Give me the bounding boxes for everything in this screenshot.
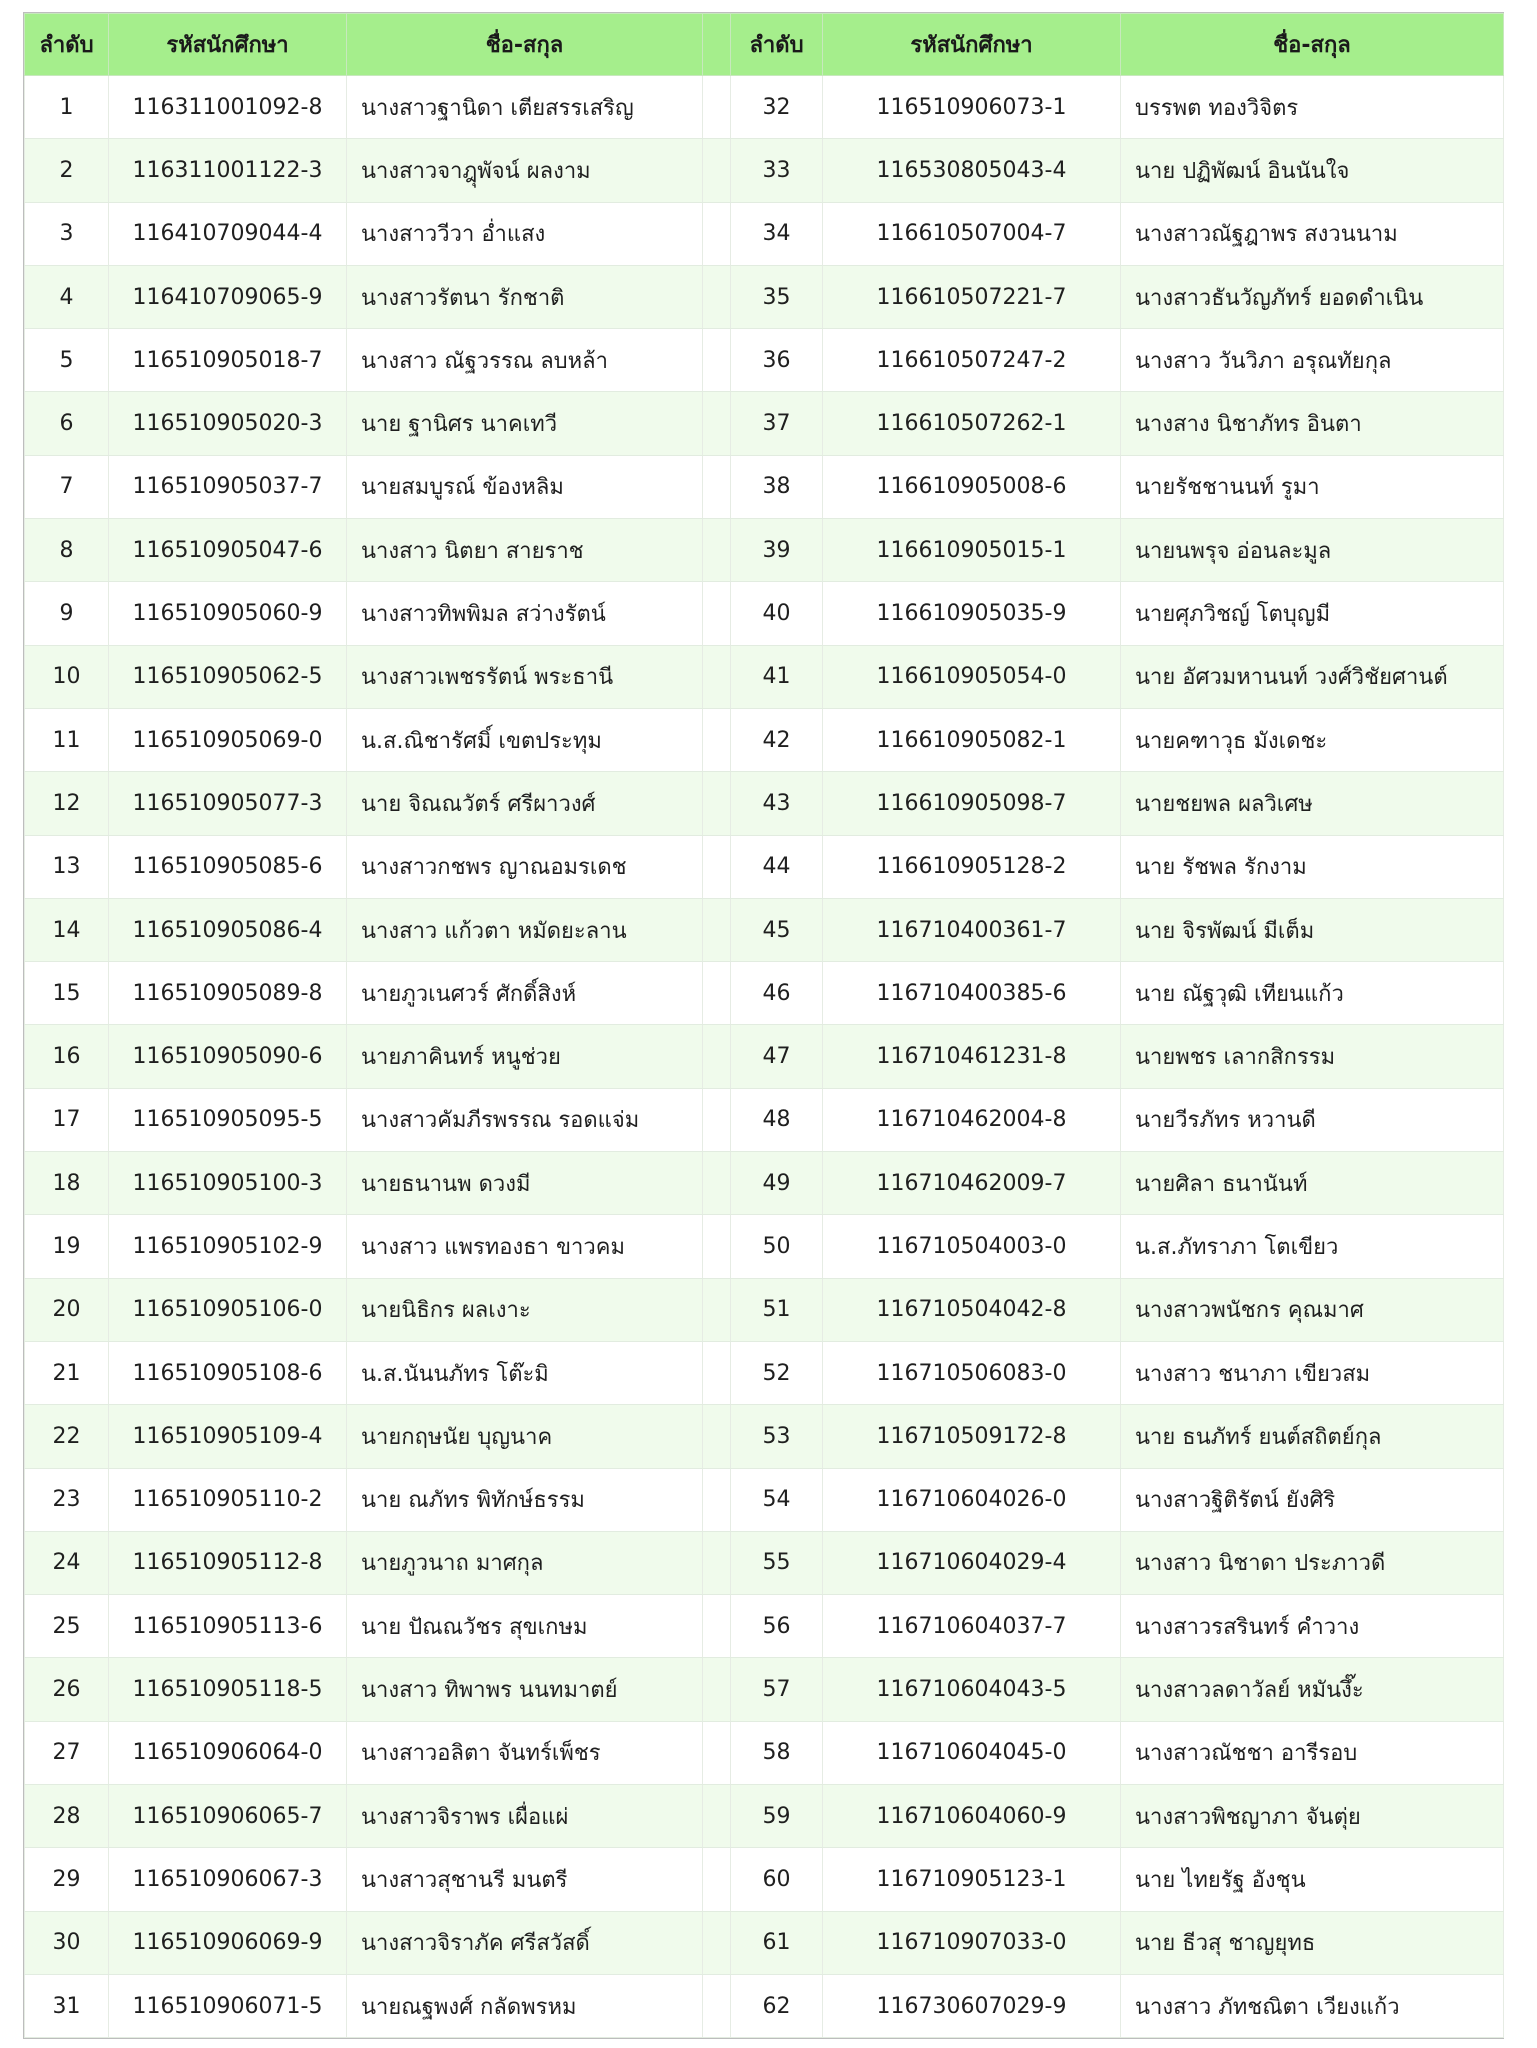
cell-student-id: 116510906069-9	[109, 1911, 347, 1974]
cell-student-id: 116510905109-4	[109, 1405, 347, 1468]
cell-full-name: นาย ไทยรัฐ อังชุน	[1121, 1848, 1504, 1911]
cell-student-id: 116610905008-6	[823, 455, 1121, 518]
cell-index: 53	[731, 1405, 823, 1468]
cell-spacer	[703, 1658, 731, 1721]
cell-spacer	[703, 1025, 731, 1088]
cell-student-id: 116710509172-8	[823, 1405, 1121, 1468]
header-index-right: ลำดับ	[731, 14, 823, 76]
cell-index: 11	[25, 708, 109, 771]
cell-student-id: 116510906071-5	[109, 1974, 347, 2037]
cell-spacer	[703, 1785, 731, 1848]
cell-index: 24	[25, 1531, 109, 1594]
cell-index: 20	[25, 1278, 109, 1341]
cell-student-id: 116510905089-8	[109, 962, 347, 1025]
cell-full-name: นาย ณัฐวุฒิ เทียนแก้ว	[1121, 962, 1504, 1025]
table-header-row	[25, 14, 1504, 76]
cell-student-id: 116510905062-5	[109, 645, 347, 708]
header-full-name-left: ชื่อ-สกุล	[347, 14, 703, 76]
cell-index: 23	[25, 1468, 109, 1531]
table-row	[25, 1974, 1504, 2037]
cell-student-id: 116510905037-7	[109, 455, 347, 518]
cell-student-id: 116510905095-5	[109, 1088, 347, 1151]
cell-student-id: 116610905035-9	[823, 582, 1121, 645]
cell-full-name: นายณฐพงศ์ กลัดพรหม	[347, 1974, 703, 2037]
cell-student-id: 116610905054-0	[823, 645, 1121, 708]
cell-full-name: นายคฑาวุธ มังเดชะ	[1121, 708, 1504, 771]
cell-full-name: นางสาว ภัทชณิตา เวียงแก้ว	[1121, 1974, 1504, 2037]
cell-index: 46	[731, 962, 823, 1025]
cell-full-name: นาย รัชพล รักงาม	[1121, 835, 1504, 898]
cell-index: 57	[731, 1658, 823, 1721]
cell-student-id: 116510905118-5	[109, 1658, 347, 1721]
cell-full-name: นางสาง นิชาภัทร อินตา	[1121, 392, 1504, 455]
cell-full-name: นางสาวลดาวัลย์ หมันงึ๊ะ	[1121, 1658, 1504, 1721]
cell-full-name: นายรัชชานนท์ รูมา	[1121, 455, 1504, 518]
cell-spacer	[703, 1278, 731, 1341]
cell-spacer	[703, 898, 731, 961]
table-row	[25, 139, 1504, 202]
table-row	[25, 519, 1504, 582]
cell-full-name: นายวีรภัทร หวานดี	[1121, 1088, 1504, 1151]
cell-spacer	[703, 265, 731, 328]
cell-index: 14	[25, 898, 109, 961]
cell-index: 44	[731, 835, 823, 898]
cell-student-id: 116710504003-0	[823, 1215, 1121, 1278]
cell-spacer	[703, 1152, 731, 1215]
cell-full-name: นายภูวเนศวร์ ศักดิ์สิงห์	[347, 962, 703, 1025]
cell-index: 17	[25, 1088, 109, 1151]
table-row	[25, 645, 1504, 708]
table-row	[25, 962, 1504, 1025]
table-row	[25, 455, 1504, 518]
cell-index: 60	[731, 1848, 823, 1911]
cell-full-name: นาย ปัณณวัชร สุขเกษม	[347, 1595, 703, 1658]
cell-student-id: 116610905082-1	[823, 708, 1121, 771]
cell-full-name: นางสาวคัมภีรพรรณ รอดแจ่ม	[347, 1088, 703, 1151]
cell-index: 49	[731, 1152, 823, 1215]
cell-spacer	[703, 1848, 731, 1911]
cell-full-name: นางสาวพนัชกร คุณมาศ	[1121, 1278, 1504, 1341]
cell-index: 51	[731, 1278, 823, 1341]
cell-full-name: นายชยพล ผลวิเศษ	[1121, 772, 1504, 835]
cell-full-name: นางสาว ชนาภา เขียวสม	[1121, 1341, 1504, 1404]
cell-student-id: 116410709065-9	[109, 265, 347, 328]
table-row	[25, 76, 1504, 139]
cell-index: 58	[731, 1721, 823, 1784]
cell-student-id: 116610507004-7	[823, 202, 1121, 265]
table-row	[25, 1911, 1504, 1974]
cell-index: 7	[25, 455, 109, 518]
cell-spacer	[703, 329, 731, 392]
cell-index: 34	[731, 202, 823, 265]
cell-index: 6	[25, 392, 109, 455]
cell-student-id: 116710604045-0	[823, 1721, 1121, 1784]
cell-full-name: นางสาว แก้วตา หมัดยะลาน	[347, 898, 703, 961]
cell-spacer	[703, 76, 731, 139]
cell-student-id: 116510906073-1	[823, 76, 1121, 139]
cell-full-name: นางสาวจาฎุพัจน์ ผลงาม	[347, 139, 703, 202]
cell-index: 43	[731, 772, 823, 835]
table-row	[25, 1658, 1504, 1721]
cell-student-id: 116610507262-1	[823, 392, 1121, 455]
cell-index: 10	[25, 645, 109, 708]
cell-index: 30	[25, 1911, 109, 1974]
cell-full-name: นายภูวนาถ มาศกุล	[347, 1531, 703, 1594]
table-row	[25, 1595, 1504, 1658]
cell-student-id: 116710400361-7	[823, 898, 1121, 961]
cell-student-id: 116710506083-0	[823, 1341, 1121, 1404]
cell-full-name: นาย จิรพัฒน์ มีเต็ม	[1121, 898, 1504, 961]
cell-index: 39	[731, 519, 823, 582]
cell-spacer	[703, 1911, 731, 1974]
cell-index: 37	[731, 392, 823, 455]
cell-spacer	[703, 1341, 731, 1404]
table-row	[25, 1405, 1504, 1468]
cell-spacer	[703, 139, 731, 202]
cell-full-name: บรรพต ทองวิจิตร	[1121, 76, 1504, 139]
cell-index: 59	[731, 1785, 823, 1848]
cell-student-id: 116710604029-4	[823, 1531, 1121, 1594]
cell-spacer	[703, 1468, 731, 1531]
table-row	[25, 1531, 1504, 1594]
cell-student-id: 116610507221-7	[823, 265, 1121, 328]
cell-index: 16	[25, 1025, 109, 1088]
cell-index: 13	[25, 835, 109, 898]
cell-full-name: นายธนานพ ดวงมี	[347, 1152, 703, 1215]
table-row	[25, 1025, 1504, 1088]
cell-full-name: นางสาวณัชชา อารีรอบ	[1121, 1721, 1504, 1784]
cell-spacer	[703, 202, 731, 265]
table-row	[25, 329, 1504, 392]
cell-full-name: นางสาวอลิตา จันทร์เพ็ชร	[347, 1721, 703, 1784]
cell-spacer	[703, 582, 731, 645]
cell-full-name: นางสาวรัตนา รักชาติ	[347, 265, 703, 328]
header-spacer	[703, 14, 731, 76]
cell-full-name: นางสาว นิตยา สายราช	[347, 519, 703, 582]
cell-index: 36	[731, 329, 823, 392]
cell-spacer	[703, 1721, 731, 1784]
cell-student-id: 116311001122-3	[109, 139, 347, 202]
cell-student-id: 116510905100-3	[109, 1152, 347, 1215]
cell-index: 4	[25, 265, 109, 328]
cell-full-name: นางสาว ทิพาพร นนทมาตย์	[347, 1658, 703, 1721]
cell-student-id: 116710604037-7	[823, 1595, 1121, 1658]
cell-student-id: 116730607029-9	[823, 1974, 1121, 2037]
cell-full-name: นายศุภวิชญ์ โตบุญมี	[1121, 582, 1504, 645]
cell-full-name: นางสาว แพรทองธา ขาวคม	[347, 1215, 703, 1278]
cell-student-id: 116510906064-0	[109, 1721, 347, 1784]
cell-full-name: นายศิลา ธนานันท์	[1121, 1152, 1504, 1215]
cell-full-name: นางสาว นิชาดา ประภาวดี	[1121, 1531, 1504, 1594]
cell-student-id: 116530805043-4	[823, 139, 1121, 202]
cell-index: 54	[731, 1468, 823, 1531]
cell-student-id: 116610905128-2	[823, 835, 1121, 898]
cell-student-id: 116311001092-8	[109, 76, 347, 139]
cell-student-id: 116710462004-8	[823, 1088, 1121, 1151]
table-row	[25, 1468, 1504, 1531]
cell-student-id: 116510905113-6	[109, 1595, 347, 1658]
cell-index: 1	[25, 76, 109, 139]
header-full-name-right: ชื่อ-สกุล	[1121, 14, 1504, 76]
cell-full-name: นางสาวเพชรรัตน์ พระธานี	[347, 645, 703, 708]
cell-student-id: 116510905086-4	[109, 898, 347, 961]
table-row	[25, 1088, 1504, 1151]
cell-spacer	[703, 645, 731, 708]
cell-index: 26	[25, 1658, 109, 1721]
cell-student-id: 116410709044-4	[109, 202, 347, 265]
cell-index: 48	[731, 1088, 823, 1151]
table-row	[25, 1215, 1504, 1278]
cell-spacer	[703, 1405, 731, 1468]
table-row	[25, 1152, 1504, 1215]
cell-full-name: นายนิธิกร ผลเงาะ	[347, 1278, 703, 1341]
cell-spacer	[703, 1974, 731, 2037]
cell-index: 19	[25, 1215, 109, 1278]
cell-index: 22	[25, 1405, 109, 1468]
cell-full-name: นางสาวจิราภัค ศรีสวัสดิ์	[347, 1911, 703, 1974]
cell-full-name: นายสมบูรณ์ ข้องหลิม	[347, 455, 703, 518]
cell-full-name: นางสาววีวา อ่ำแสง	[347, 202, 703, 265]
cell-index: 5	[25, 329, 109, 392]
cell-full-name: น.ส.ณิชารัศมิ์ เขตประทุม	[347, 708, 703, 771]
cell-full-name: นางสาวธันวัญภัทร์ ยอดดำเนิน	[1121, 265, 1504, 328]
cell-student-id: 116610905015-1	[823, 519, 1121, 582]
cell-full-name: นางสาวพิชญาภา จันตุ่ย	[1121, 1785, 1504, 1848]
table-row	[25, 1341, 1504, 1404]
cell-full-name: นางสาวณัฐฎาพร สงวนนาม	[1121, 202, 1504, 265]
cell-student-id: 116510906067-3	[109, 1848, 347, 1911]
table-row	[25, 1721, 1504, 1784]
header-index-left: ลำดับ	[25, 14, 109, 76]
cell-index: 47	[731, 1025, 823, 1088]
cell-index: 2	[25, 139, 109, 202]
cell-student-id: 116710907033-0	[823, 1911, 1121, 1974]
cell-index: 62	[731, 1974, 823, 2037]
cell-spacer	[703, 708, 731, 771]
cell-spacer	[703, 1215, 731, 1278]
cell-full-name: นายกฤษนัย บุญนาค	[347, 1405, 703, 1468]
cell-student-id: 116510905077-3	[109, 772, 347, 835]
cell-full-name: นางสาวทิพพิมล สว่างรัตน์	[347, 582, 703, 645]
cell-student-id: 116510905060-9	[109, 582, 347, 645]
cell-spacer	[703, 1531, 731, 1594]
cell-index: 35	[731, 265, 823, 328]
cell-student-id: 116710462009-7	[823, 1152, 1121, 1215]
cell-index: 18	[25, 1152, 109, 1215]
cell-full-name: นาย ปฏิพัฒน์ อินนันใจ	[1121, 139, 1504, 202]
table-row	[25, 835, 1504, 898]
cell-index: 8	[25, 519, 109, 582]
cell-full-name: นางสาวจิราพร เผื่อแผ่	[347, 1785, 703, 1848]
table-row	[25, 898, 1504, 961]
table-row	[25, 202, 1504, 265]
cell-index: 25	[25, 1595, 109, 1658]
student-list-table	[24, 13, 1504, 2038]
cell-student-id: 116510905106-0	[109, 1278, 347, 1341]
cell-student-id: 116710461231-8	[823, 1025, 1121, 1088]
cell-index: 40	[731, 582, 823, 645]
cell-spacer	[703, 1088, 731, 1151]
cell-student-id: 116510906065-7	[109, 1785, 347, 1848]
header-student-id-right: รหัสนักศึกษา	[823, 14, 1121, 76]
cell-student-id: 116710905123-1	[823, 1848, 1121, 1911]
cell-full-name: นาย อัศวมหานนท์ วงศ์วิชัยศานต์	[1121, 645, 1504, 708]
table-row	[25, 1848, 1504, 1911]
cell-spacer	[703, 392, 731, 455]
table-body	[25, 76, 1504, 2038]
cell-student-id: 116510905020-3	[109, 392, 347, 455]
cell-index: 21	[25, 1341, 109, 1404]
cell-index: 15	[25, 962, 109, 1025]
cell-full-name: นางสาวกชพร ญาณอมรเดช	[347, 835, 703, 898]
cell-student-id: 116510905047-6	[109, 519, 347, 582]
cell-spacer	[703, 962, 731, 1025]
cell-student-id: 116510905102-9	[109, 1215, 347, 1278]
header-student-id-left: รหัสนักศึกษา	[109, 14, 347, 76]
cell-full-name: น.ส.ภัทราภา โตเขียว	[1121, 1215, 1504, 1278]
table-row	[25, 1278, 1504, 1341]
cell-index: 61	[731, 1911, 823, 1974]
cell-full-name: นางสาว ณัฐวรรณ ลบหล้า	[347, 329, 703, 392]
cell-full-name: นางสาว วันวิภา อรุณทัยกุล	[1121, 329, 1504, 392]
cell-student-id: 116610507247-2	[823, 329, 1121, 392]
cell-student-id: 116510905069-0	[109, 708, 347, 771]
cell-student-id: 116710504042-8	[823, 1278, 1121, 1341]
cell-student-id: 116510905090-6	[109, 1025, 347, 1088]
table-row	[25, 392, 1504, 455]
cell-index: 29	[25, 1848, 109, 1911]
cell-full-name: นายนพรุจ อ่อนละมูล	[1121, 519, 1504, 582]
cell-index: 38	[731, 455, 823, 518]
cell-index: 9	[25, 582, 109, 645]
cell-student-id: 116710604026-0	[823, 1468, 1121, 1531]
cell-student-id: 116710400385-6	[823, 962, 1121, 1025]
table-row	[25, 265, 1504, 328]
cell-index: 45	[731, 898, 823, 961]
table-row	[25, 1785, 1504, 1848]
cell-spacer	[703, 835, 731, 898]
cell-full-name: นายภาคินทร์ หนูช่วย	[347, 1025, 703, 1088]
cell-student-id: 116710604060-9	[823, 1785, 1121, 1848]
cell-full-name: น.ส.นันนภัทร โต๊ะมิ	[347, 1341, 703, 1404]
cell-spacer	[703, 455, 731, 518]
cell-index: 32	[731, 76, 823, 139]
table-row	[25, 582, 1504, 645]
cell-student-id: 116710604043-5	[823, 1658, 1121, 1721]
cell-full-name: นางสาวฐานิดา เตียสรรเสริญ	[347, 76, 703, 139]
cell-index: 31	[25, 1974, 109, 2037]
cell-student-id: 116510905018-7	[109, 329, 347, 392]
cell-index: 3	[25, 202, 109, 265]
table-row	[25, 708, 1504, 771]
cell-index: 41	[731, 645, 823, 708]
cell-spacer	[703, 772, 731, 835]
cell-full-name: นาย ฐานิศร นาคเทวี	[347, 392, 703, 455]
cell-index: 27	[25, 1721, 109, 1784]
cell-index: 12	[25, 772, 109, 835]
cell-index: 52	[731, 1341, 823, 1404]
cell-student-id: 116610905098-7	[823, 772, 1121, 835]
cell-student-id: 116510905112-8	[109, 1531, 347, 1594]
cell-index: 50	[731, 1215, 823, 1278]
cell-spacer	[703, 1595, 731, 1658]
cell-index: 55	[731, 1531, 823, 1594]
cell-full-name: นาย จิณณวัตร์ ศรีผาวงศ์	[347, 772, 703, 835]
cell-full-name: นางสาวรสรินทร์ คำวาง	[1121, 1595, 1504, 1658]
student-list-table-container	[23, 12, 1504, 2039]
cell-index: 56	[731, 1595, 823, 1658]
cell-full-name: นาย ธนภัทร์ ยนต์สถิตย์กุล	[1121, 1405, 1504, 1468]
cell-full-name: นางสาวฐิติรัตน์ ยังศิริ	[1121, 1468, 1504, 1531]
table-row	[25, 772, 1504, 835]
cell-spacer	[703, 519, 731, 582]
cell-index: 28	[25, 1785, 109, 1848]
cell-full-name: นางสาวสุชานรี มนตรี	[347, 1848, 703, 1911]
cell-index: 33	[731, 139, 823, 202]
cell-full-name: นาย ณภัทร พิทักษ์ธรรม	[347, 1468, 703, 1531]
cell-student-id: 116510905085-6	[109, 835, 347, 898]
cell-index: 42	[731, 708, 823, 771]
cell-student-id: 116510905108-6	[109, 1341, 347, 1404]
cell-full-name: นาย ธีวสุ ชาญยุทธ	[1121, 1911, 1504, 1974]
cell-student-id: 116510905110-2	[109, 1468, 347, 1531]
cell-full-name: นายพชร เลากสิกรรม	[1121, 1025, 1504, 1088]
